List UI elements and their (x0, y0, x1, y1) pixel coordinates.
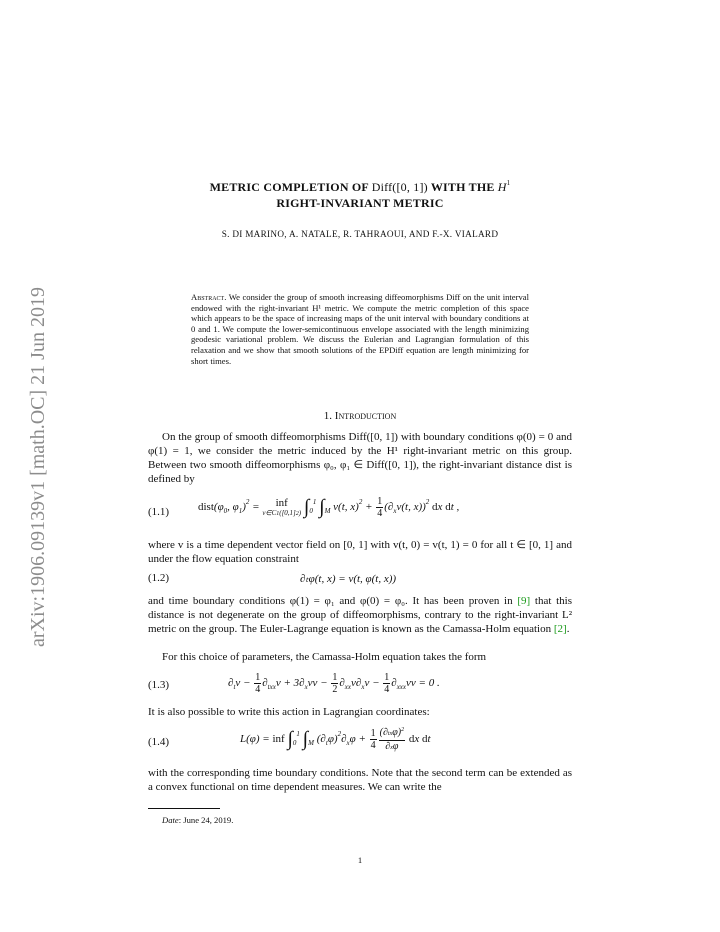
equation-1-1-body: $dist(\varphi_0$, $\varphi_1)^2$ = inf v∈C1([0,1]2) $\int_0^1$ $\int_M$ v(t, x)$^2$ + $\frac{1}{4}$ ($\partial_xv(t$, x))$^2$ dx dt , (198, 496, 460, 519)
section-number: 1. (323, 410, 333, 422)
abstract-text: We consider the group of smooth increasing diffeomorphisms Diff on the unit interval endowed with the right-invariant H¹ metric. We compute the metric completion of this space which appears to be the space of increasing maps of the unit interval with boundary conditions at 0 and 1. We compute the lower-semicontinuous envelope associated with the length minimizing geodesic variational problem. We discuss the Eulerian and Lagrangian formulation of this relaxation and we show that smooth solutions of the EPDiff equation are length minimizing for short times. (191, 292, 529, 366)
paragraph-3-text-b: that this distance is not degenerate on the group of diffeomorphisms, contrary to the right-invariant L² metric on the group. The Euler-Lagrange equation is known as the Camassa-Holm equation (148, 595, 572, 636)
citation-9-link[interactable]: [9] (517, 595, 531, 607)
paragraph-3-text-a: and time boundary conditions φ(1) = φ₁ and φ(0) = φ₀. It has been proven in (148, 595, 518, 607)
equation-1-2-body: ∂ₜφ(t, x) = v(t, φ(t, x)) (300, 573, 397, 585)
section-heading (148, 410, 572, 422)
equation-1-2 (148, 572, 572, 588)
paragraph-6-text: with the corresponding time boundary conditions. Note that the second term can be extended as a convex functional on time dependent measures. We can write the (148, 767, 572, 794)
paper-title (148, 175, 572, 211)
paragraph-3-text-c: . (566, 623, 570, 636)
citation-2-link[interactable]: [2] (553, 623, 567, 636)
title-line1-a: METRIC COMPLETION OF (209, 180, 372, 194)
equation-1-3-number: (1.3) (148, 679, 170, 691)
arxiv-stamp-text: arXiv:1906.09139v1 [math.OC] 21 Jun 2019 (27, 287, 49, 647)
title-h: H (497, 180, 507, 194)
equation-1-4 (148, 725, 572, 763)
footnote-label: Date (162, 815, 179, 825)
paragraph-2-text: where v is a time dependent vector field on [0, 1] with v(t, 0) = v(t, 1) = 0 for all t ∈ [0, 1] and under the flow equation constraint (148, 539, 572, 566)
equation-1-1-number: (1.1) (148, 506, 170, 518)
abstract (191, 292, 529, 366)
paragraph-4-text: For this choice of parameters, the Camassa-Holm equation takes the form (162, 651, 487, 663)
title-line1-b: WITH THE (427, 180, 498, 194)
page-number: 1 (357, 855, 363, 865)
title-line2: RIGHT-INVARIANT METRIC (276, 196, 444, 210)
equation-1-3 (148, 672, 572, 702)
footnote (162, 815, 233, 825)
paragraph-2 (148, 538, 572, 566)
paragraph-5 (148, 705, 572, 719)
arxiv-stamp (6, 200, 56, 650)
abstract-label: Abstract. (191, 292, 227, 302)
equation-1-2-number: (1.2) (148, 572, 170, 584)
paragraph-6 (148, 766, 572, 794)
paragraph-1 (148, 430, 572, 486)
equation-1-4-body: L(φ) = inf $\int_0^1$ $\int_M$ $(\partial_t\varphi)^2\partial_x\varphi$ + $\frac{1}{4}$ $\frac{(\partial tx\varphi)^2}{\partial x\varphi}$ dx dt (240, 727, 431, 752)
paragraph-5-text: It is also possible to write this action in Lagrangian coordinates: (148, 706, 430, 718)
equation-1-1 (148, 496, 572, 536)
equation-1-3-body: $\partial_tv$ − $\frac{1}{4}$ $\partial_{txx}v + 3\partial_xvv$ − $\frac{1}{2}$ $\partial_{xx}v\partial_xv$ − $\frac{1}{4}$ $\partial_{xxx}vv = 0$ . (228, 672, 440, 695)
author-list: S. DI MARINO, A. NATALE, R. TAHRAOUI, AND F.-X. VIALARD (221, 229, 499, 239)
title-diff: Diff([0, 1]) (371, 180, 428, 194)
section-title: Introduction (334, 410, 397, 422)
footnote-rule (148, 808, 220, 809)
paragraph-4 (148, 650, 572, 664)
title-h-sup: 1 (506, 179, 511, 187)
paragraph-3 (148, 594, 572, 636)
footnote-text: : June 24, 2019. (178, 815, 234, 825)
paragraph-1-text: On the group of smooth diffeomorphisms Diff([0, 1]) with boundary conditions φ(0) = 0 and φ(1) = 1, we consider the metric induced by the H¹ right-invariant metric on this group. Between two smooth diffeomorphisms φ₀, φ₁ ∈ Diff([0, 1]), the right-invariant distance dist is defined by (148, 431, 572, 486)
equation-1-4-number: (1.4) (148, 736, 170, 748)
